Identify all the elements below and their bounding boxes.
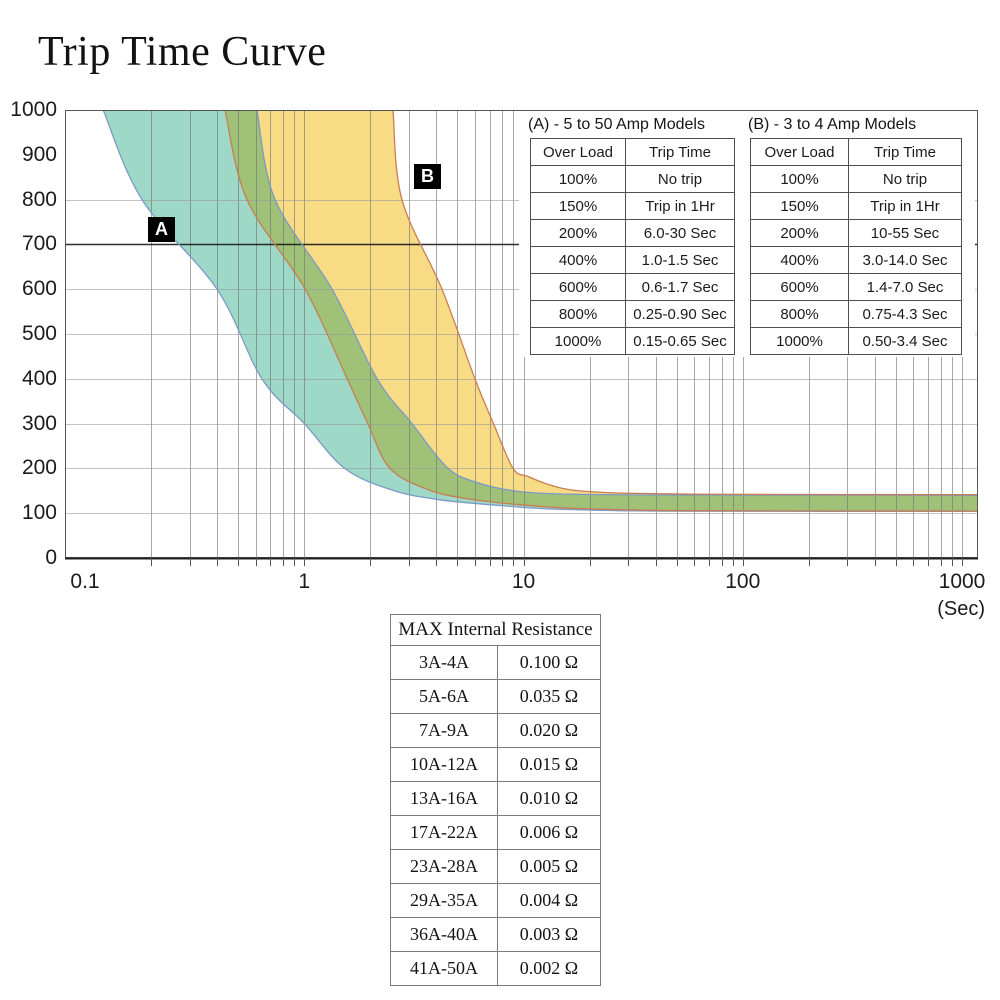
x-tick-label: 10 [511, 570, 536, 593]
table-row [531, 274, 735, 301]
table-header-cell: Over Load [751, 139, 849, 166]
table-header-row [391, 615, 601, 646]
table-row [531, 301, 735, 328]
table-cell: 3A-4A [391, 646, 498, 680]
resistance-table [390, 614, 601, 986]
table-cell: 1000% [531, 328, 626, 355]
table-cell: 0.003 Ω [498, 918, 601, 952]
table-row [391, 850, 601, 884]
y-tick-label: 200 [21, 456, 57, 480]
table-cell: 0.75-4.3 Sec [849, 301, 962, 328]
page-title: Trip Time Curve [38, 29, 327, 75]
table-row [391, 646, 601, 680]
y-tick-label: 0 [45, 546, 57, 569]
table-row [531, 220, 735, 247]
table-cell: 10A-12A [391, 748, 498, 782]
table-cell: 0.002 Ω [498, 952, 601, 986]
y-tick-label: 600 [21, 277, 57, 301]
table-cell: 13A-16A [391, 782, 498, 816]
y-tick-label: 900 [21, 142, 57, 166]
table-cell: 600% [531, 274, 626, 301]
table-cell: 800% [751, 301, 849, 328]
table-cell: 200% [531, 220, 626, 247]
table-row [531, 247, 735, 274]
table-cell: 6.0-30 Sec [626, 220, 735, 247]
table-cell: 1000% [751, 328, 849, 355]
x-axis-unit: (Sec) [937, 598, 985, 620]
table-cell: 23A-28A [391, 850, 498, 884]
table-cell: 1.4-7.0 Sec [849, 274, 962, 301]
table-cell: 0.15-0.65 Sec [626, 328, 735, 355]
table-header-row [531, 139, 735, 166]
table-row [751, 328, 962, 355]
table-row [391, 782, 601, 816]
table-row [751, 166, 962, 193]
table-cell: Trip in 1Hr [849, 193, 962, 220]
table-cell: 7A-9A [391, 714, 498, 748]
model-table-a [530, 138, 735, 355]
table-row [391, 918, 601, 952]
table-header-row [751, 139, 962, 166]
table-cell: 3.0-14.0 Sec [849, 247, 962, 274]
table-cell: 29A-35A [391, 884, 498, 918]
table-cell: No trip [626, 166, 735, 193]
y-tick-label: 300 [21, 411, 57, 435]
table-cell: 150% [531, 193, 626, 220]
table-cell: 100% [531, 166, 626, 193]
table-cell: 0.50-3.4 Sec [849, 328, 962, 355]
table-cell: 0.006 Ω [498, 816, 601, 850]
table-cell: 400% [751, 247, 849, 274]
table-cell: 600% [751, 274, 849, 301]
table-row [391, 816, 601, 850]
table-cell: 0.020 Ω [498, 714, 601, 748]
table-row [751, 247, 962, 274]
table-header-cell: Trip Time [849, 139, 962, 166]
band-b-chip: B [414, 164, 441, 189]
table-row [391, 714, 601, 748]
model-table-b-caption: (B) - 3 to 4 Amp Models [748, 116, 917, 133]
table-row [751, 193, 962, 220]
table-cell: 41A-50A [391, 952, 498, 986]
y-tick-label: 500 [21, 322, 57, 345]
y-tick-label: 100 [21, 501, 57, 525]
x-tick-label: 1 [298, 570, 311, 593]
table-cell: 1.0-1.5 Sec [626, 247, 735, 274]
table-cell: 100% [751, 166, 849, 193]
table-cell: Trip in 1Hr [626, 193, 735, 220]
table-cell: 400% [531, 247, 626, 274]
table-row [531, 328, 735, 355]
y-tick-label: 700 [21, 232, 57, 256]
table-row [751, 274, 962, 301]
y-tick-label: 1000 [10, 98, 57, 121]
x-tick-label: 0.1 [70, 570, 100, 593]
model-table-b [750, 138, 962, 355]
table-row [391, 952, 601, 986]
table-cell: 0.6-1.7 Sec [626, 274, 735, 301]
table-row [531, 166, 735, 193]
table-header-cell: Trip Time [626, 139, 735, 166]
table-row [391, 748, 601, 782]
table-cell: 0.100 Ω [498, 646, 601, 680]
table-cell: 17A-22A [391, 816, 498, 850]
table-cell: 0.004 Ω [498, 884, 601, 918]
table-row [751, 220, 962, 247]
table-cell: 0.25-0.90 Sec [626, 301, 735, 328]
table-cell: 0.015 Ω [498, 748, 601, 782]
model-table-a-caption: (A) - 5 to 50 Amp Models [528, 116, 705, 133]
band-a-chip: A [148, 217, 175, 242]
y-tick-label: 400 [21, 366, 57, 390]
resistance-table-caption: MAX Internal Resistance [391, 615, 601, 646]
table-cell: 150% [751, 193, 849, 220]
table-cell: 0.005 Ω [498, 850, 601, 884]
table-cell: 800% [531, 301, 626, 328]
table-row [391, 884, 601, 918]
x-tick-label: 1000 [938, 570, 986, 593]
table-row [391, 680, 601, 714]
table-cell: 0.010 Ω [498, 782, 601, 816]
table-cell: 36A-40A [391, 918, 498, 952]
table-cell: 10-55 Sec [849, 220, 962, 247]
y-tick-label: 800 [21, 187, 57, 211]
table-row [751, 301, 962, 328]
table-row [531, 193, 735, 220]
table-header-cell: Over Load [531, 139, 626, 166]
table-cell: 0.035 Ω [498, 680, 601, 714]
table-cell: 5A-6A [391, 680, 498, 714]
table-cell: No trip [849, 166, 962, 193]
x-tick-label: 100 [725, 570, 761, 593]
table-cell: 200% [751, 220, 849, 247]
